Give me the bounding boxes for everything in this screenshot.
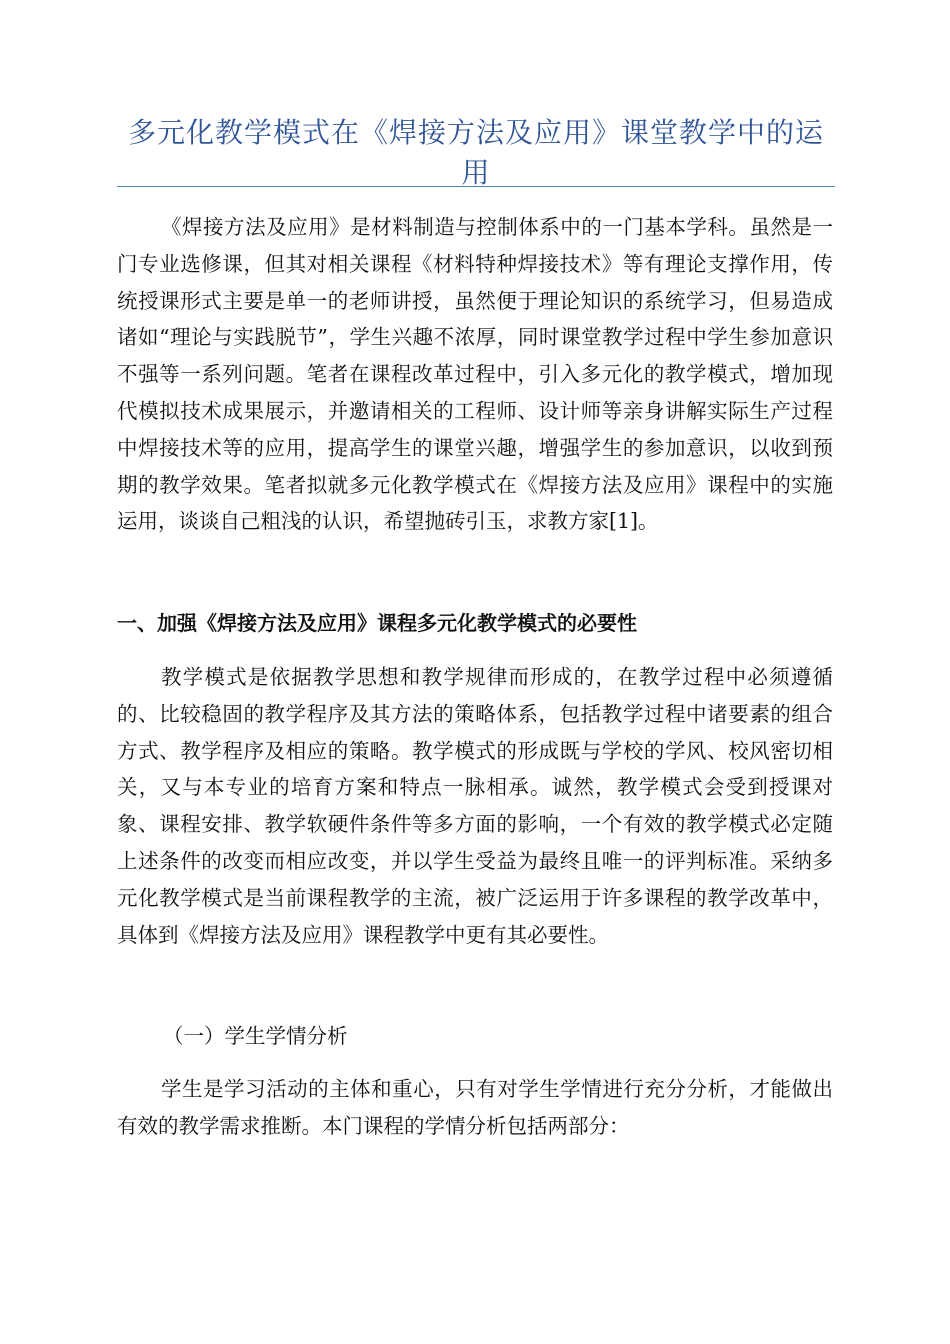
section-1-paragraph: 教学模式是依据教学思想和教学规律而形成的，在教学过程中必须遵循的、比较稳固的教学程序及其方法的策略体系，包括教学过程中诸要素的组合方式、教学程序及相应的策略。教学模式的形成既与学校的学风、校风密切相关，又与本专业的培育方案和特点一脉相承。诚然，教学模式会受到授课对象、课程安排、教学软硬件条件等多方面的影响，一个有效的教学模式必定随上述条件的改变而相应改变，并以学生受益为最终且唯一的评判标准。采纳多元化教学模式是当前课程教学的主流，被广泛运用于许多课程的教学改革中，具体到《焊接方法及应用》课程教学中更有其必要性。	[117, 665, 833, 947]
subsection-1-paragraph: 学生是学习活动的主体和重心，只有对学生学情进行充分分析，才能做出有效的教学需求推断。本门课程的学情分析包括两部分：	[117, 1077, 833, 1138]
intro-paragraph: 《焊接方法及应用》是材料制造与控制体系中的一门基本学科。虽然是一门专业选修课，但其对相关课程《材料特种焊接技术》等有理论支撑作用，传统授课形式主要是单一的老师讲授，虽然便于理论知识的系统学习，但易造成诸如“理论与实践脱节”，学生兴趣不浓厚，同时课堂教学过程中学生参加意识不强等一系列问题。笔者在课程改革过程中，引入多元化的教学模式，增加现代模拟技术成果展示，并邀请相关的工程师、设计师等亲身讲解实际生产过程中焊接技术等的应用，提高学生的课堂兴趣，增强学生的参加意识，以收到预期的教学效果。笔者拟就多元化教学模式在《焊接方法及应用》课程中的实施运用，谈谈自己粗浅的认识，希望抛砖引玉，求教方家[1]。	[117, 215, 833, 534]
subsection-heading-1: （一）学生学情分析	[163, 1024, 348, 1048]
document-title: 多元化教学模式在《焊接方法及应用》课堂教学中的运用	[127, 116, 824, 189]
title-underline	[117, 186, 835, 187]
section-heading-1: 一、加强《焊接方法及应用》课程多元化教学模式的必要性	[117, 611, 637, 635]
